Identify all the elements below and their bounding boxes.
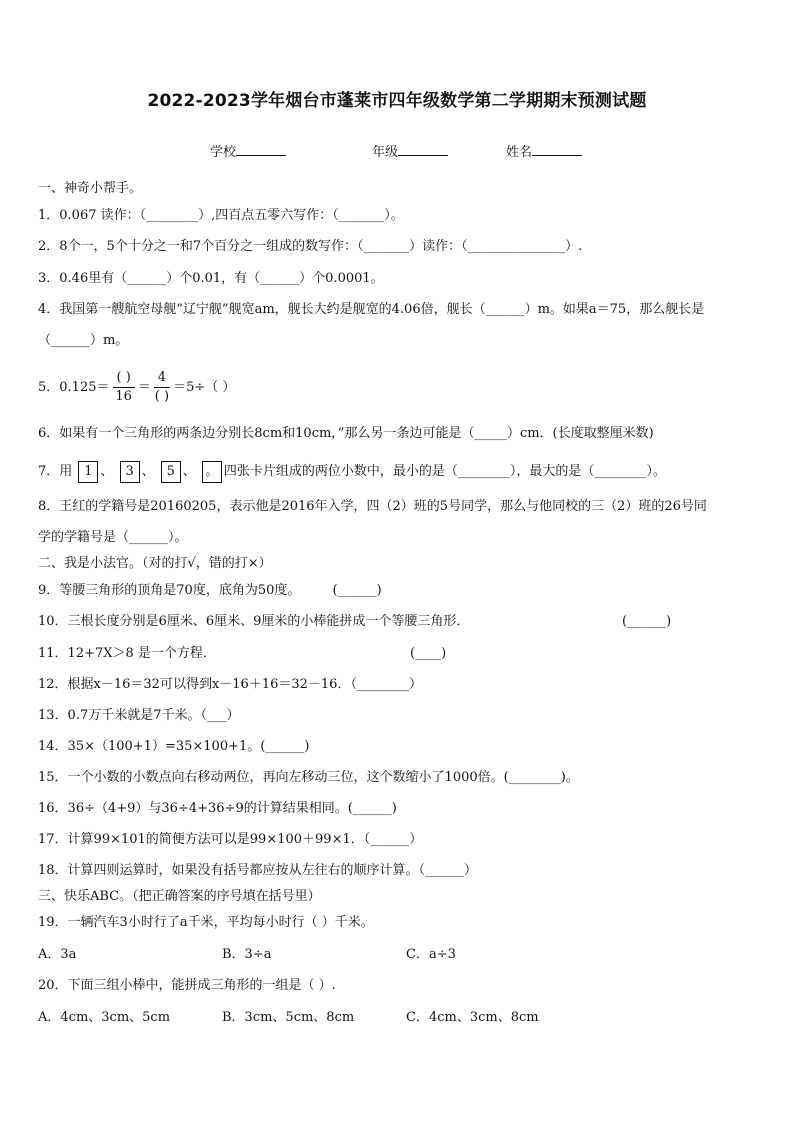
question-9-answer[interactable]: (______) — [332, 583, 382, 598]
question-9 — [38, 582, 756, 600]
fraction-2-denominator: ( ) — [154, 389, 170, 404]
section-3-heading: 三、快乐ABC。（把正确答案的序号填在括号里） — [38, 889, 321, 904]
question-7-suffix: 四张卡片组成的两位小数中，最小的是（________），最大的是（________）。 — [223, 464, 666, 479]
fraction-2 — [154, 370, 170, 405]
question-5 — [38, 368, 756, 408]
question-15: 15．一个小数的小数点向右移动两位，再向左移动三位，这个数缩小了1000倍。(________)。 — [38, 770, 579, 785]
option-b[interactable]: B．3cm、5cm、8cm — [222, 1010, 355, 1025]
option-b[interactable]: B．3÷a — [222, 947, 272, 962]
card-1: 1 — [78, 461, 98, 483]
question-6: 6．如果有一个三角形的两条边分别长8cm和10cm，”那么另一条边可能是（_____）cm．(长度取整厘米数) — [38, 426, 654, 441]
section-2-heading: 二、我是小法官。（对的打√，错的打×） — [38, 556, 272, 571]
school-label: 学校 — [210, 145, 237, 160]
grade-label: 年级 — [372, 145, 399, 160]
question-9-text: 9．等腰三角形的顶角是70度，底角为50度。 — [38, 583, 301, 598]
question-17: 17．计算99×101的简便方法可以是99×100＋99×1．（______） — [38, 832, 423, 847]
fraction-2-numerator: 4 — [154, 370, 170, 388]
question-11-answer[interactable]: (____) — [410, 646, 447, 661]
question-8-line-1: 8．王红的学籍号是20160205，表示他是2016年入学，四（2）班的5号同学，那么与他同校的三（2）班的26号同 — [38, 499, 707, 514]
question-16: 16．36÷（4+9）与36÷4+36÷9的计算结果相同。(______) — [38, 801, 397, 816]
question-1: 1．0.067 读作：（________）,四百点五零六写作：（_______）。 — [38, 208, 404, 223]
card-3: 3 — [120, 461, 140, 483]
name-field[interactable] — [506, 141, 582, 160]
fraction-1-denominator: 16 — [115, 389, 132, 404]
name-label: 姓名 — [506, 145, 533, 160]
option-a[interactable]: A．3a — [38, 947, 77, 962]
question-19: 19．一辆汽车3小时行了a千米，平均每小时行（ ）千米。 — [38, 915, 374, 930]
grade-field[interactable] — [372, 141, 448, 160]
option-c[interactable]: C．a÷3 — [406, 947, 456, 962]
card-5: 5 — [161, 461, 181, 483]
school-field[interactable] — [210, 141, 286, 160]
question-10-answer[interactable]: (______) — [622, 614, 672, 629]
question-12: 12．根据x－16＝32可以得到x－16＋16＝32－16．（________） — [38, 677, 422, 692]
question-11 — [38, 645, 756, 663]
question-5-suffix: ＝5÷（ ） — [173, 380, 236, 395]
card-point: 。 — [202, 461, 222, 483]
fraction-1-numerator: ( ) — [113, 370, 135, 388]
question-18: 18．计算四则运算时，如果没有括号都应按从左往右的顺序计算。（______） — [38, 863, 478, 878]
question-4-line-1: 4．我国第一艘航空母舰“辽宁舰”舰宽am，舰长大约是舰宽的4.06倍，舰长（______）m。如果a＝75，那么舰长是 — [38, 302, 705, 317]
card-separator: 、 — [141, 464, 155, 479]
card-separator: 、 — [100, 464, 114, 479]
card-separator: 、 — [182, 464, 196, 479]
equals-sign: ＝ — [137, 380, 151, 395]
question-7 — [38, 460, 756, 484]
question-13: 13．0.7万千米就是7千米。（___） — [38, 708, 240, 723]
option-c[interactable]: C．4cm、3cm、8cm — [406, 1010, 539, 1025]
question-3: 3．0.46里有（______）个0.01，有（______）个0.0001。 — [38, 271, 384, 286]
question-7-prefix: 7．用 — [38, 464, 73, 479]
section-1-heading: 一、神奇小帮手。 — [38, 181, 143, 196]
question-11-text: 11．12+7X＞8 是一个方程． — [38, 646, 216, 661]
grade-blank[interactable] — [398, 143, 448, 156]
question-4-line-2: （______）m。 — [38, 333, 129, 348]
page-title: 2022-2023学年烟台市蓬莱市四年级数学第二学期期末预测试题 — [147, 91, 647, 111]
question-2: 2．8个一，5个十分之一和7个百分之一组成的数写作：（_______）读作：（_______________）. — [38, 239, 583, 254]
question-20: 20．下面三组小棒中，能拼成三角形的一组是（ ）. — [38, 978, 336, 993]
option-a[interactable]: A．4cm、3cm、5cm — [38, 1010, 171, 1025]
name-blank[interactable] — [532, 143, 582, 156]
question-8-line-2: 学的学籍号是（______）。 — [38, 530, 188, 545]
question-5-prefix: 5．0.125＝ — [38, 380, 110, 395]
fraction-1 — [113, 370, 135, 405]
school-blank[interactable] — [236, 143, 286, 156]
question-14: 14．35×（100+1）=35×100+1。(______) — [38, 739, 310, 754]
question-10 — [38, 613, 756, 631]
question-10-text: 10．三根长度分别是6厘米、6厘米、9厘米的小棒能拼成一个等腰三角形． — [38, 614, 470, 629]
